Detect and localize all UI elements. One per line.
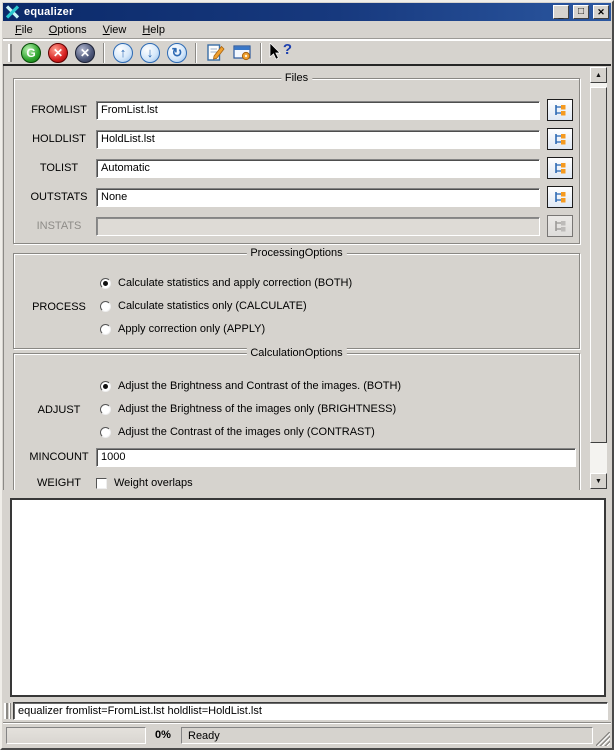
toolbar (3, 40, 611, 66)
window-title: equalizer (24, 6, 74, 18)
menu-view[interactable]: View (102, 23, 127, 36)
radio-icon[interactable] (100, 301, 111, 312)
command-bar (3, 701, 611, 721)
context-help-button[interactable] (268, 41, 292, 65)
parameter-form-pane (3, 66, 611, 490)
titlebar (3, 3, 611, 21)
run-button[interactable] (19, 41, 43, 65)
run-icon: G (21, 43, 41, 63)
scroll-down-icon[interactable]: ▼ (590, 473, 607, 489)
stop-button[interactable] (46, 41, 70, 65)
processing-options-group (13, 247, 580, 349)
radio-label: Adjust the Contrast of the images only (CONTRAST) (118, 426, 375, 438)
app-logo-x-icon (5, 5, 20, 19)
outstats-label: OUTSTATS (30, 191, 88, 203)
mincount-input[interactable] (96, 448, 576, 467)
weight-checkbox[interactable] (96, 478, 107, 489)
radio-label: Calculate statistics only (CALCULATE) (118, 300, 307, 312)
mincount-row (22, 446, 576, 468)
instats-row (22, 215, 573, 237)
down-arrow-icon: ↓ (140, 43, 160, 63)
radio-label: Adjust the Brightness and Contrast of the images. (BOTH) (118, 380, 402, 392)
tolist-browse-button[interactable] (547, 157, 573, 179)
status-bar (3, 722, 611, 747)
scrollbar-thumb[interactable] (590, 87, 607, 443)
browse-list-icon (553, 132, 568, 147)
output-log-pane[interactable] (10, 498, 606, 697)
files-group (13, 72, 580, 244)
stop-icon: ✕ (48, 43, 68, 63)
up-arrow-icon: ↑ (113, 43, 133, 63)
window-settings-button[interactable] (230, 41, 254, 65)
radio-icon[interactable] (100, 381, 111, 392)
menu-file[interactable]: File (15, 23, 33, 36)
close-button[interactable]: ✕ (593, 5, 609, 19)
toolbar-separator (103, 43, 105, 63)
holdlist-label: HOLDLIST (32, 133, 86, 145)
instats-browse-button (547, 215, 573, 237)
command-line-input[interactable] (13, 702, 608, 720)
form-scrollbar[interactable] (590, 67, 607, 489)
tolist-label: TOLIST (39, 162, 79, 174)
browse-list-icon (553, 103, 568, 118)
weight-label: WEIGHT (37, 477, 81, 489)
files-group-title: Files (281, 72, 312, 84)
radio-label: Adjust the Brightness of the images only (BRIGHTNESS) (118, 403, 397, 415)
edit-document-icon (205, 42, 226, 63)
process-option-both[interactable] (100, 276, 352, 290)
toolbar-separator (195, 43, 197, 63)
holdlist-browse-button[interactable] (547, 128, 573, 150)
radio-label: Apply correction only (APPLY) (118, 323, 266, 335)
radio-icon[interactable] (100, 427, 111, 438)
browse-list-icon (553, 219, 568, 234)
radio-icon[interactable] (100, 404, 111, 415)
calculation-options-group (13, 347, 580, 490)
abort-button[interactable] (73, 41, 97, 65)
fromlist-browse-button[interactable] (547, 99, 573, 121)
process-label: PROCESS (32, 301, 86, 313)
abort-icon: ✕ (75, 43, 95, 63)
instats-label: INSTATS (36, 220, 82, 232)
status-panel (181, 727, 593, 744)
scroll-up-icon[interactable]: ▲ (590, 67, 607, 83)
weight-checkbox-label: Weight overlaps (114, 477, 193, 489)
menu-help[interactable]: Help (142, 23, 165, 36)
progress-bar (6, 727, 146, 744)
minimize-button[interactable]: _ (553, 5, 569, 19)
holdlist-row (22, 128, 573, 150)
edit-parameters-button[interactable] (203, 41, 227, 65)
tolist-row (22, 157, 573, 179)
processing-options-title: ProcessingOptions (246, 247, 346, 259)
toolbar-separator (260, 43, 262, 63)
outstats-input[interactable] (96, 188, 540, 207)
adjust-option-brightness[interactable] (100, 402, 396, 416)
radio-icon[interactable] (100, 278, 111, 289)
move-up-button[interactable] (111, 41, 135, 65)
browse-list-icon (553, 161, 568, 176)
fromlist-row (22, 99, 573, 121)
adjust-option-both[interactable] (100, 379, 401, 393)
process-option-apply[interactable] (100, 322, 265, 336)
refresh-icon: ↻ (167, 43, 187, 63)
holdlist-input[interactable] (96, 130, 540, 149)
help-cursor-icon: ? (268, 41, 292, 65)
browse-list-icon (553, 190, 568, 205)
window-gear-icon (232, 43, 253, 62)
calculation-options-title: CalculationOptions (246, 347, 346, 359)
maximize-button[interactable]: □ (573, 5, 589, 19)
status-text: Ready (188, 729, 220, 742)
adjust-label: ADJUST (37, 404, 81, 416)
radio-label: Calculate statistics and apply correction (BOTH) (118, 277, 353, 289)
instats-input (96, 217, 540, 236)
command-bar-gripper[interactable] (4, 703, 11, 719)
menubar (3, 21, 611, 39)
radio-icon[interactable] (100, 324, 111, 335)
tolist-input[interactable] (96, 159, 540, 178)
progress-percent: 0% (155, 729, 171, 741)
resize-grip-icon[interactable] (596, 732, 610, 746)
refresh-button[interactable] (165, 41, 189, 65)
menu-options[interactable]: Options (48, 23, 87, 36)
outstats-row (22, 186, 573, 208)
mincount-label: MINCOUNT (29, 451, 89, 463)
outstats-browse-button[interactable] (547, 186, 573, 208)
adjust-option-contrast[interactable] (100, 425, 375, 439)
process-option-calculate[interactable] (100, 299, 307, 313)
toolbar-gripper[interactable] (8, 44, 14, 62)
fromlist-label: FROMLIST (31, 104, 87, 116)
move-down-button[interactable] (138, 41, 162, 65)
fromlist-input[interactable] (96, 101, 540, 120)
weight-row (22, 472, 573, 490)
